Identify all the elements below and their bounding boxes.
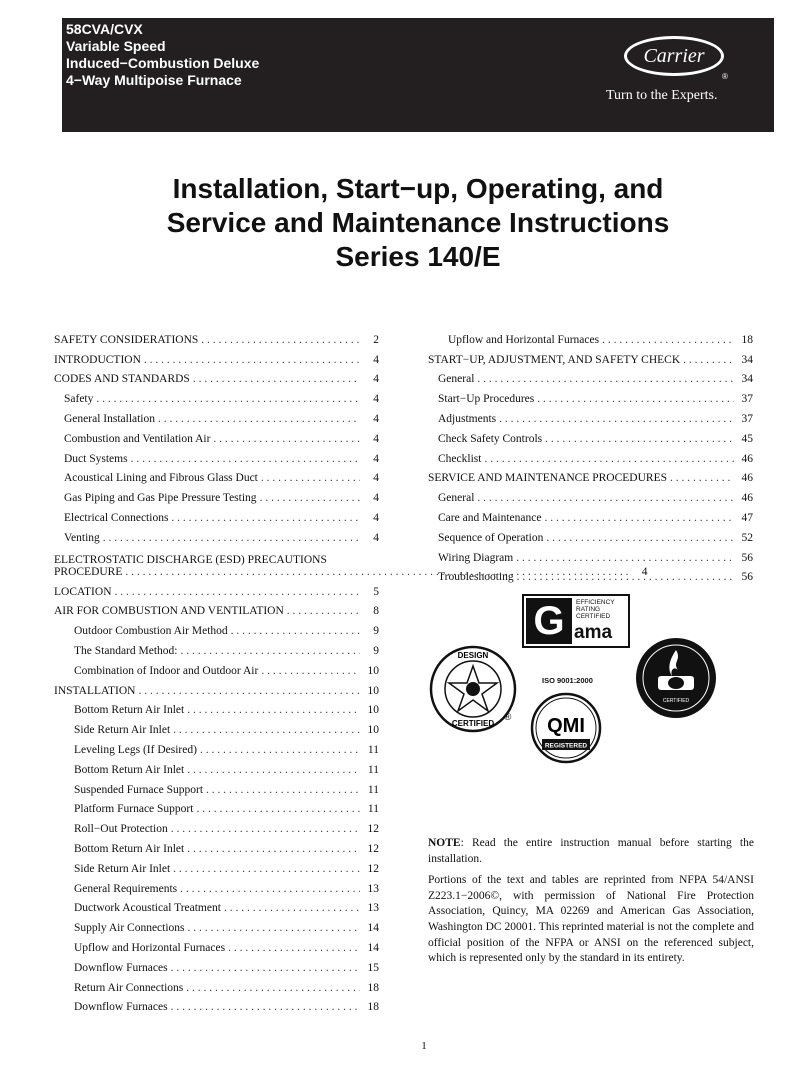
- csa-certified-text: CERTIFIED: [662, 698, 690, 704]
- toc-entry[interactable]: [54, 445, 379, 465]
- toc-page-number: 4: [373, 373, 379, 386]
- toc-leader-dots: [213, 433, 360, 445]
- toc-entry[interactable]: [428, 405, 753, 425]
- toc-leader-dots: [477, 373, 734, 385]
- toc-entry[interactable]: [54, 756, 379, 776]
- toc-page-number: 9: [373, 644, 379, 657]
- toc-page-number: 14: [367, 941, 379, 954]
- toc-leader-dots: [187, 764, 360, 776]
- toc-entry[interactable]: [54, 578, 379, 598]
- toc-page-number: 46: [741, 452, 753, 465]
- toc-entry[interactable]: [54, 504, 379, 524]
- toc-entry-label: Bottom Return Air Inlet: [74, 842, 185, 855]
- toc-leader-dots: [180, 645, 360, 657]
- toc-entry-label: Safety: [64, 393, 94, 406]
- toc-leader-dots: [171, 962, 360, 974]
- toc-leader-dots: [180, 883, 360, 895]
- gama-caption-line: RATING: [576, 606, 601, 613]
- toc-page-number: 37: [741, 393, 753, 406]
- toc-page-number: 4: [373, 393, 379, 406]
- toc-leader-dots: [224, 902, 360, 914]
- toc-leader-dots: [187, 704, 360, 716]
- toc-page-number: 15: [367, 961, 379, 974]
- toc-page-number: 10: [367, 724, 379, 737]
- toc-page-number: 13: [367, 902, 379, 915]
- toc-entry-label: Side Return Air Inlet: [74, 724, 171, 737]
- gama-caption: [576, 599, 615, 620]
- toc-leader-dots: [171, 823, 360, 835]
- toc-entry[interactable]: [54, 484, 379, 504]
- toc-leader-dots: [144, 354, 360, 366]
- toc-entry-label: General: [438, 373, 475, 386]
- toc-entry-label: Outdoor Combustion Air Method: [74, 625, 228, 638]
- toc-leader-dots: [193, 373, 360, 385]
- toc-entry-label: LOCATION: [54, 585, 112, 598]
- table-of-contents-right: [428, 326, 753, 583]
- registered-mark: ®: [722, 72, 728, 81]
- toc-entry[interactable]: [428, 465, 753, 485]
- csa-flame-logo: [634, 636, 718, 720]
- toc-page-number: 18: [741, 333, 753, 346]
- toc-page-number: 34: [741, 373, 753, 386]
- toc-page-number: 56: [741, 571, 753, 584]
- toc-page-number: 13: [367, 882, 379, 895]
- toc-page-number: 8: [373, 605, 379, 618]
- qmi-text: QMI: [547, 715, 585, 737]
- toc-entry[interactable]: [54, 465, 379, 485]
- toc-page-number: 4: [373, 412, 379, 425]
- toc-entry-label: General: [438, 492, 475, 505]
- page-number: 1: [421, 1040, 427, 1052]
- model-number: 58CVA/CVX: [66, 21, 143, 37]
- toc-leader-dots: [200, 744, 360, 756]
- toc-entry[interactable]: [54, 326, 379, 346]
- toc-entry[interactable]: [54, 637, 379, 657]
- toc-entry-label: INTRODUCTION: [54, 353, 141, 366]
- title-line: Installation, Start−up, Operating, and: [172, 173, 664, 204]
- toc-page-number: 18: [367, 1001, 379, 1014]
- toc-entry-label: General Installation: [64, 412, 156, 425]
- gama-g-mark: G: [526, 598, 572, 644]
- toc-entry-label: Bottom Return Air Inlet: [74, 763, 185, 776]
- carrier-logo: [606, 36, 756, 116]
- toc-entry-label: Platform Furnace Support: [74, 803, 194, 816]
- toc-leader-dots: [517, 571, 734, 583]
- toc-leader-dots: [206, 784, 360, 796]
- certification-logos: [428, 592, 758, 772]
- toc-leader-dots: [158, 413, 360, 425]
- toc-entry-label: Roll−Out Protection: [74, 823, 168, 836]
- toc-leader-dots: [484, 453, 734, 465]
- toc-leader-dots: [546, 532, 734, 544]
- toc-entry[interactable]: [428, 524, 753, 544]
- toc-entry[interactable]: [54, 934, 379, 954]
- toc-leader-dots: [188, 922, 360, 934]
- title-line: Series 140/E: [335, 241, 501, 272]
- toc-entry-label: Leveling Legs (If Desired): [74, 743, 197, 756]
- toc-entry-label: Duct Systems: [64, 452, 128, 465]
- toc-entry-label: Acoustical Lining and Fibrous Glass Duct: [64, 472, 258, 485]
- toc-entry-label: START−UP, ADJUSTMENT, AND SAFETY CHECK: [428, 353, 681, 366]
- product-line: Variable Speed: [66, 38, 166, 54]
- product-line: Induced−Combustion Deluxe: [66, 55, 260, 71]
- toc-entry[interactable]: [54, 677, 379, 697]
- toc-leader-dots: [201, 334, 360, 346]
- toc-entry-label: Adjustments: [438, 412, 497, 425]
- toc-entry-label: ELECTROSTATIC DISCHARGE (ESD) PRECAUTIONS: [54, 553, 327, 566]
- toc-entry[interactable]: [54, 736, 379, 756]
- toc-page-number: 4: [373, 531, 379, 544]
- document-title: [62, 172, 774, 274]
- title-line: Service and Maintenance Instructions: [166, 207, 670, 238]
- toc-entry[interactable]: [54, 425, 379, 445]
- toc-leader-dots: [196, 803, 360, 815]
- toc-entry-label: Sequence of Operation: [438, 531, 544, 544]
- toc-page-number: 12: [367, 842, 379, 855]
- toc-leader-dots: [186, 982, 360, 994]
- toc-page-number: 11: [367, 783, 379, 796]
- toc-entry-label: Electrical Connections: [64, 511, 169, 524]
- toc-page-number: 11: [367, 763, 379, 776]
- toc-entry[interactable]: [54, 385, 379, 405]
- toc-entry-label: Combination of Indoor and Outdoor Air: [74, 664, 259, 677]
- toc-page-number: 4: [373, 472, 379, 485]
- toc-entry[interactable]: [54, 346, 379, 366]
- seal-bottom-text: CERTIFIED: [451, 719, 495, 728]
- note-paragraph: [428, 836, 754, 867]
- toc-leader-dots: [138, 685, 360, 697]
- registered-mark: ®: [504, 712, 512, 723]
- toc-page-number: 18: [367, 981, 379, 994]
- toc-entry-label: Care and Maintenance: [438, 511, 542, 524]
- toc-page-number: 9: [373, 625, 379, 638]
- toc-leader-dots: [260, 492, 360, 504]
- toc-entry[interactable]: [428, 544, 753, 564]
- toc-entry-label: AIR FOR COMBUSTION AND VENTILATION: [54, 605, 284, 618]
- toc-page-number: 12: [367, 823, 379, 836]
- toc-page-number: 4: [373, 452, 379, 465]
- toc-leader-dots: [96, 393, 360, 405]
- toc-entry-label: Venting: [64, 531, 100, 544]
- toc-entry[interactable]: [54, 895, 379, 915]
- seal-top-text: DESIGN: [457, 651, 489, 660]
- toc-page-number: 11: [367, 803, 379, 816]
- toc-entry[interactable]: [54, 776, 379, 796]
- toc-leader-dots: [228, 942, 360, 954]
- toc-page-number: 10: [367, 664, 379, 677]
- toc-page-number: 47: [741, 511, 753, 524]
- toc-leader-dots: [173, 863, 360, 875]
- toc-entry[interactable]: [428, 484, 753, 504]
- toc-page-number: 34: [741, 353, 753, 366]
- toc-entry-label: Troubleshooting: [438, 571, 514, 584]
- toc-entry-label: SAFETY CONSIDERATIONS: [54, 333, 199, 346]
- toc-leader-dots: [115, 586, 361, 598]
- toc-entry[interactable]: [428, 564, 753, 584]
- iso-label: ISO 9001:2000: [542, 676, 593, 685]
- toc-entry-label: Side Return Air Inlet: [74, 862, 171, 875]
- toc-page-number: 52: [741, 531, 753, 544]
- toc-entry[interactable]: [54, 855, 379, 875]
- toc-entry-label: Start−Up Procedures: [438, 393, 535, 406]
- toc-page-number: 4: [373, 511, 379, 524]
- toc-entry[interactable]: [54, 716, 379, 736]
- toc-entry-label: The Standard Method:: [74, 644, 178, 657]
- toc-entry[interactable]: [428, 346, 753, 366]
- toc-entry-label: Downflow Furnaces: [74, 961, 168, 974]
- qmi-registered-logo: [530, 692, 602, 764]
- toc-entry[interactable]: [54, 914, 379, 934]
- toc-entry[interactable]: [428, 445, 753, 465]
- toc-page-number: 56: [741, 551, 753, 564]
- toc-page-number: 14: [367, 922, 379, 935]
- toc-leader-dots: [103, 532, 360, 544]
- toc-page-number: 46: [741, 492, 753, 505]
- toc-entry-label: Return Air Connections: [74, 981, 184, 994]
- toc-page-number: 4: [373, 353, 379, 366]
- toc-page-number: 10: [367, 704, 379, 717]
- toc-entry-label: Check Safety Controls: [438, 432, 543, 445]
- toc-entry-label: Suspended Furnace Support: [74, 783, 204, 796]
- toc-entry[interactable]: [428, 425, 753, 445]
- toc-leader-dots: [231, 625, 360, 637]
- toc-page-number: 4: [373, 492, 379, 505]
- toc-leader-dots: [171, 512, 360, 524]
- toc-entry[interactable]: [54, 994, 379, 1014]
- toc-leader-dots: [670, 472, 734, 484]
- toc-entry[interactable]: [54, 617, 379, 637]
- toc-entry-label: Bottom Return Air Inlet: [74, 704, 185, 717]
- toc-entry-label: Ductwork Acoustical Treatment: [74, 902, 221, 915]
- note-label: NOTE: [428, 837, 461, 849]
- toc-page-number: 5: [373, 585, 379, 598]
- toc-leader-dots: [173, 724, 360, 736]
- toc-page-number: 4: [373, 432, 379, 445]
- toc-entry-label: SERVICE AND MAINTENANCE PROCEDURES: [428, 472, 667, 485]
- toc-entry-label: Supply Air Connections: [74, 922, 185, 935]
- toc-entry-label: Gas Piping and Gas Pipe Pressure Testing: [64, 492, 257, 505]
- toc-entry[interactable]: [54, 697, 379, 717]
- toc-leader-dots: [131, 453, 360, 465]
- gama-wordmark: ama: [574, 622, 613, 643]
- toc-leader-dots: [187, 843, 360, 855]
- toc-page-number: 46: [741, 472, 753, 485]
- toc-entry[interactable]: [428, 326, 753, 346]
- toc-leader-dots: [261, 472, 360, 484]
- toc-page-number: 11: [367, 743, 379, 756]
- toc-leader-dots: [516, 552, 734, 564]
- toc-entry[interactable]: [54, 657, 379, 677]
- toc-page-number: 2: [373, 333, 379, 346]
- product-name: [66, 21, 259, 89]
- toc-leader-dots: [683, 354, 734, 366]
- toc-entry[interactable]: [54, 366, 379, 386]
- toc-entry-label: Upflow and Horizontal Furnaces: [448, 333, 600, 346]
- toc-page-number: 4: [641, 565, 648, 578]
- toc-leader-dots: [537, 393, 734, 405]
- toc-leader-dots: [499, 413, 734, 425]
- toc-entry[interactable]: [54, 875, 379, 895]
- toc-entry[interactable]: [428, 366, 753, 386]
- toc-entry-label: Upflow and Horizontal Furnaces: [74, 941, 226, 954]
- tagline: Turn to the Experts.: [606, 88, 718, 103]
- toc-entry-label: Checklist: [438, 452, 482, 465]
- toc-page-number: 10: [367, 684, 379, 697]
- toc-entry[interactable]: [54, 796, 379, 816]
- toc-leader-dots: [287, 605, 360, 617]
- header-banner: [62, 18, 774, 132]
- note-text: : Read the entire instruction manual before starting the installation.: [428, 837, 754, 865]
- toc-page-number: 37: [741, 412, 753, 425]
- toc-entry[interactable]: [54, 405, 379, 425]
- toc-entry-label: CODES AND STANDARDS: [54, 373, 190, 386]
- toc-entry-label: INSTALLATION: [54, 684, 136, 697]
- gama-caption-line: CERTIFIED: [576, 613, 611, 620]
- gama-logo: [522, 594, 630, 648]
- toc-entry[interactable]: [54, 974, 379, 994]
- toc-entry[interactable]: [428, 504, 753, 524]
- toc-leader-dots: [477, 492, 734, 504]
- toc-entry[interactable]: [428, 385, 753, 405]
- toc-entry-label: General Requirements: [74, 882, 178, 895]
- carrier-wordmark: Carrier: [624, 36, 724, 76]
- toc-entry-label: Downflow Furnaces: [74, 1001, 168, 1014]
- toc-leader-dots: [171, 1001, 360, 1013]
- toc-entry[interactable]: [54, 524, 379, 544]
- toc-entry[interactable]: [54, 815, 379, 835]
- toc-leader-dots: [544, 512, 734, 524]
- toc-leader-dots: [602, 334, 734, 346]
- toc-entry-label: Combustion and Ventilation Air: [64, 432, 211, 445]
- toc-page-number: 12: [367, 862, 379, 875]
- toc-leader-dots: [545, 433, 734, 445]
- gama-caption-line: EFFICIENCY: [576, 599, 615, 606]
- toc-entry-label: PROCEDURE: [54, 565, 123, 578]
- toc-entry[interactable]: [54, 598, 379, 618]
- qmi-registered-text: REGISTERED: [544, 742, 588, 750]
- installation-note: [428, 836, 754, 973]
- copyright-paragraph: Portions of the text and tables are reprinted from NFPA 54/ANSI Z223.1−2006©, with permission of National Fire Protection Association, Quincy, MA 02269 and American Gas Association, Washington DC 20001. This reprinted material is not the complete and official position of the NFPA or ANSI on the referenced subject, which is represented only by the standard in its entirety.: [428, 874, 754, 965]
- toc-entry[interactable]: [54, 954, 379, 974]
- toc-entry-label: Wiring Diagram: [438, 551, 514, 564]
- toc-entry[interactable]: [54, 835, 379, 855]
- toc-page-number: 45: [741, 432, 753, 445]
- toc-leader-dots: [261, 665, 360, 677]
- product-line: 4−Way Multipoise Furnace: [66, 72, 242, 88]
